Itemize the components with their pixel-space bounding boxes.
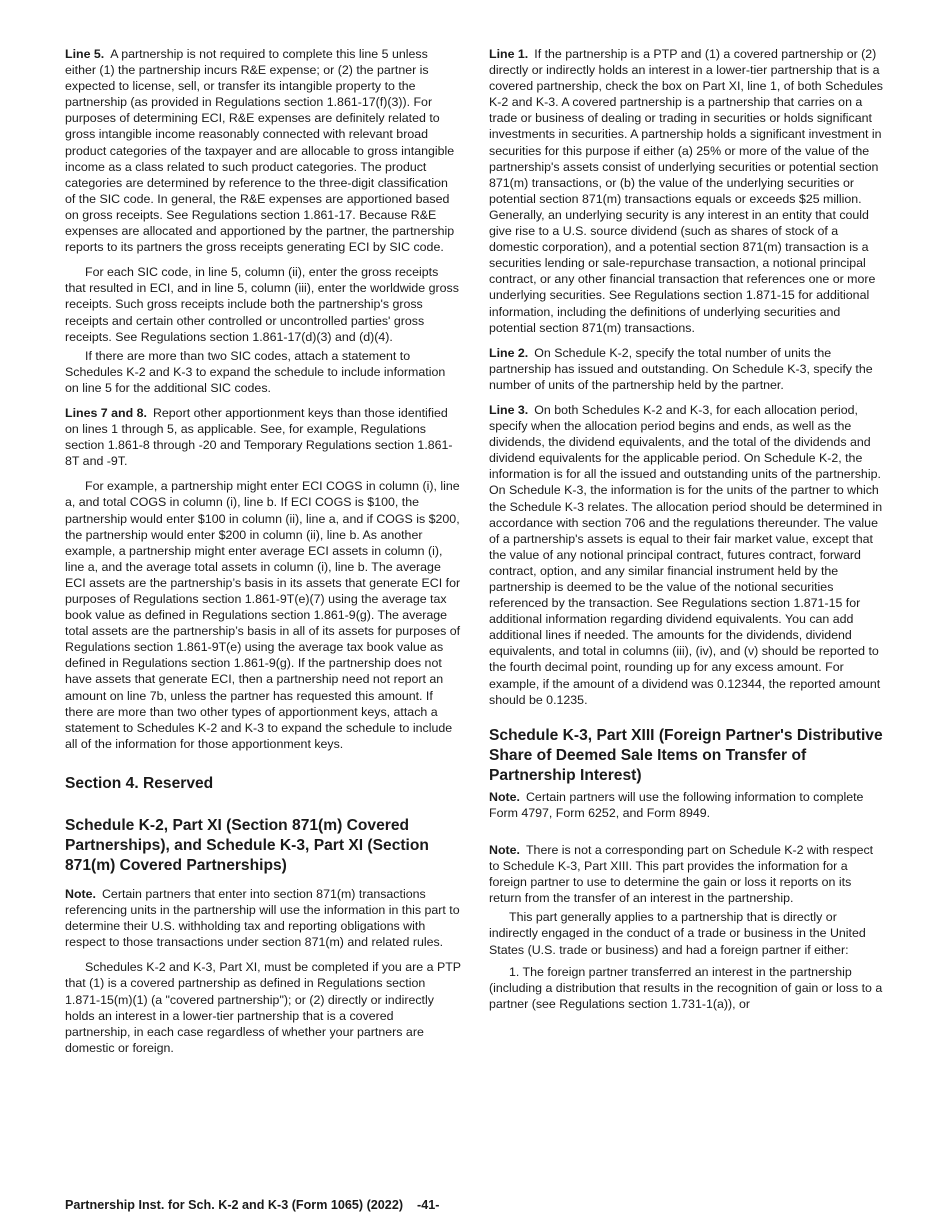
lines78-lead: Lines 7 and 8. [65,405,147,420]
line3-body: On both Schedules K-2 and K-3, for each allocation period, specify when the allocation period begins and ends, as well as the dividends, the dividend equivalents, and the total of the dividends and dividend equivalents for the applicable period. On Schedule K-2, the information is for all the issued and outstanding units of the partnership. On Schedule K-3, the information is for the units of the partner to which the Schedule K-3 relates. The allocation period should be determined in accordance with section 706 and the regulations thereunder. The value of a partnership's assets is equal to their fair market value, except that the value of any notional principal contract, futures contract, forward contract, option, and any similar financial instrument held by the partnership is deemed to be the value of the notional securities referenced by the transaction. See Regulations section 1.871-15 for additional information regarding dividend equivalents. You can add additional lines if needed. The amounts for the dividends, dividend equivalents, and total in columns (iii), (iv), and (v) should be reported to the fourth decimal point, rounding up for any excess amount. For example, if the amount of a dividend was 0.12344, the reported amount should be 0.1235. [489,402,883,707]
line3-paragraph [489,402,885,708]
line2-lead: Line 2. [489,345,529,360]
k2-note-lead: Note. [65,886,96,901]
k3-part13-heading: Schedule K-3, Part XIII (Foreign Partner's Distributive Share of Deemed Sale Items on Transfer of Partnership Interest) [489,726,883,784]
k3-list-item-1: 1. The foreign partner transferred an interest in the partnership (including a distribution that results in the recognition of gain or loss to a partner (see Regulations section 1.731-1(a)), or [489,964,883,1011]
line3-lead: Line 3. [489,402,529,417]
lines78-paragraph-2: For example, a partnership might enter ECI COGS in column (i), line a, and total COGS in column (i), line b. If ECI COGS is $100, the partnership would enter $100 in column (ii), line a, and if COGS is $200, the partnership would enter $200 in column (ii), line b. As another example, a partnership might enter average ECI assets in column (i), line a, and the average total assets in column (i), line b. The average ECI assets are the partnership’s basis in its assets that generate ECI for purposes of Regulations section 1.861-9T(e)(7) using the average tax book value as defined in Regulations section 1.861-9(g). The average total assets are the partnership’s basis in all of its assets for purposes of Regulations section 1.861-9T(e) using the average tax book value as defined in Regulations section 1.861-9(g). If the partnership does not have assets that generate ECI, then a partnership need not report an amount on line 7b, unless the partner has requested this amount. If there are more than two other types of apportionment keys, attach a statement to Schedules K-2 and K-3 to expand the schedule to include all of the information for those apportionment keys. [65,479,461,751]
footer-title: Partnership Inst. for Sch. K-2 and K-3 (Form 1065) (2022) [65,1198,404,1212]
k3-note1-body: Certain partners will use the following information to complete Form 4797, Form 6252, and Form 8949. [489,789,864,820]
line1-body: If the partnership is a PTP and (1) a covered partnership or (2) directly or indirectly holds an interest in a lower-tier partnership that is a covered partnership, check the box on Part XI, line 1, of both Schedules K-2 and K-3. A covered partnership is a partnership that carries on a trade or business of dealing or trading in securities or holds significant investments in securities. A partnership holds a significant investment in securities for this purpose if either (a) 25% or more of the value of the partnership's assets consist of underlying securities or potential section 871(m) transactions, or (b) the value of the underlying securities or potential section 871(m) transactions equals or exceeds $25 million. Generally, an underlying security is any interest in an entity that could give rise to a U.S. source dividend (such as shares of stock of a domestic corporation), and a potential section 871(m) transaction is a securities lending or sale-repurchase transaction, a notional principal contract, or any other financial transaction that references one or more underlying securities. See Regulations section 1.871-15 for additional information, including the definitions of underlying securities and potential section 871(m) transactions. [489,47,883,335]
line5-paragraph [65,46,461,255]
lines78-paragraph [65,405,461,469]
right-column [489,46,885,1015]
k2-paragraph: Schedules K-2 and K-3, Part XI, must be completed if you are a PTP that (1) is a covered partnership as defined in Regulations section 1.871-15(m)(1) (a "covered partnership"); or (2) directly or indirectly holds an interest in a lower-tier partnership that is a covered partnership, in each case regardless of whether your partners are domestic or foreign. [65,960,461,1055]
k3-note2-body: There is not a corresponding part on Schedule K-2 with respect to Schedule K-3, Part XIII. This part provides the information for a foreign partner to use to determine the gain or loss it reports on its return from the transfer of an interest in the partnership. [489,842,874,906]
line1-paragraph [489,46,885,336]
line1-lead: Line 1. [489,47,529,61]
line5-body: A partnership is not required to complete this line 5 unless either (1) the partnership incurs R&E expense; or (2) the partner is expected to license, sell, or transfer its intangible property to the partnership (as provided in Regulations section 1.861-17(f)(3)). For purposes of determining ECI, R&E expenses are definitely related to gross intangible income reasonably connected with relevant broad product categories of the taxpayer and are allocable to gross intangible income as a class related to such product categories. The product categories are determined by reference to the three-digit classification of the SIC code. In general, the R&E expenses are apportioned based on gross receipts. See Regulations section 1.861-17. Because R&E expenses are allocated and apportioned by the partner, the partnership reports to its partners the gross receipts generating ECI by SIC code. [65,47,455,255]
lines78-body: Report other apportionment keys than those identified on lines 1 through 5, as applicable. See, for example, Regulations section 1.861-8 through -20 and Temporary Regulations section 1.861-8T and -9T. [65,405,453,469]
line2-paragraph [489,345,885,393]
k3-note-2 [489,842,885,906]
k3-note2-lead: Note. [489,842,520,857]
left-column [65,46,461,1059]
section4-heading: Section 4. Reserved [65,774,214,792]
k2-note-body: Certain partners that enter into section 871(m) transactions referencing units in the partnership will use the information in this part to determine their U.S. withholding tax and reporting obligations with respect to those transactions under section 871(m) and related rules. [65,886,460,950]
line2-body: On Schedule K-2, specify the total number of units the partnership has issued and outstanding. On Schedule K-3, specify the number of units of the partnership held by the partner. [489,345,873,392]
k3-note1-lead: Note. [489,789,520,804]
line5-lead: Line 5. [65,47,105,61]
line5-paragraph-3: If there are more than two SIC codes, attach a statement to Schedules K-2 and K-3 to expand the schedule to include information on line 5 for the additional SIC codes. [65,348,446,395]
k2-note [65,886,461,950]
k3-paragraph: This part generally applies to a partnership that is directly or indirectly engaged in the conduct of a trade or business in the United States (U.S. trade or business) and had a foreign partner if either: [489,910,866,957]
page-footer [65,1198,439,1212]
k3-note-1 [489,789,885,821]
k2-part11-heading: Schedule K-2, Part XI (Section 871(m) Covered Partnerships), and Schedule K-3, Part XI (Section 871(m) Covered Partnerships) [65,816,429,874]
line5-paragraph-2: For each SIC code, in line 5, column (ii), enter the gross receipts that resulted in ECI, and in line 5, column (iii), enter the worldwide gross receipts. Such gross receipts include both the partnership's gross receipts and certain other controlled or uncontrolled parties' gross receipts. See Regulations section 1.861-17(d)(3) and (d)(4). [65,265,459,344]
page-number: -41- [417,1198,440,1212]
